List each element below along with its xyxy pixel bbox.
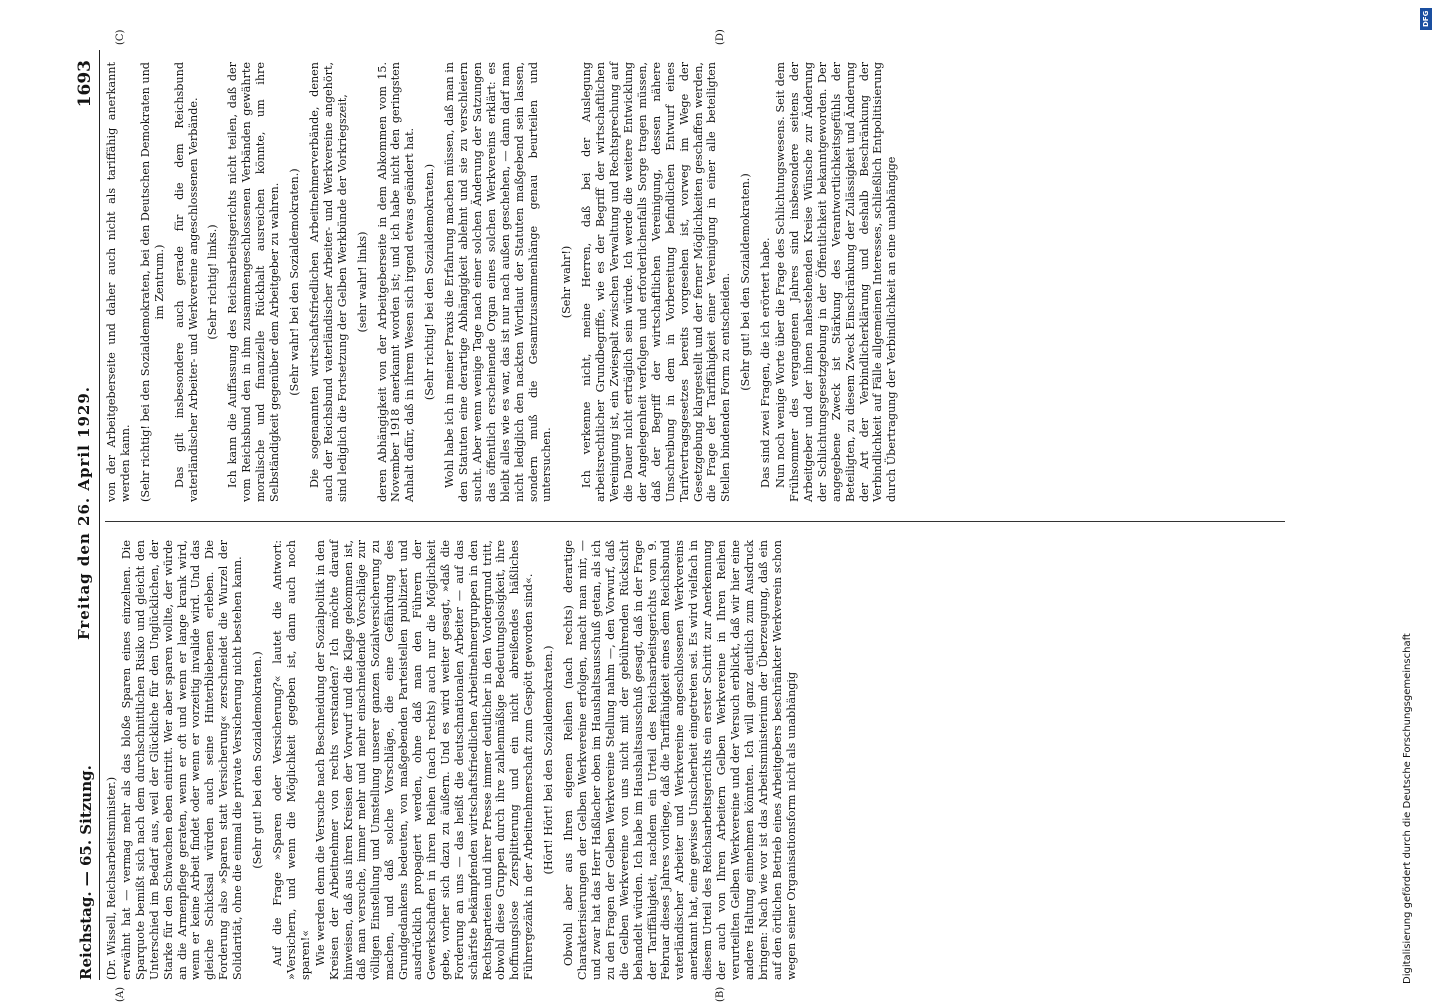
interjection: (Sehr richtig! bei den Sozialdemokraten, bei den Deutschen Demokraten und im Zentrum.)	[138, 62, 166, 502]
margin-marker-c: (C)	[115, 29, 126, 45]
header-rule	[99, 50, 100, 980]
paragraph: deren Abhängigkeit von der Arbeitgeberseite in dem Abkommen vom 15. November 1918 anerkannt worden ist; und ich habe nicht den geringsten Anhalt dafür, daß in ihrem Wesen sich irgend etwas geändert hat.	[375, 62, 417, 502]
paragraph: erwähnt hat — vermag mehr als das bloße Sparen eines einzelnen. Die Sparquote bemißt sich nach dem durchschnittlichen Risiko und gleicht den Unterschied im Bedarf aus, weil der Glückliche für den Unglücklichen, der Starke für den Schwachen eben eintritt. Wer aber sparen wollte, der würde an die Armenpflege geraten, wenn er oft und wenn er lange krank wird, wenn er keine Arbeit findet oder wenn er vorzeitig invalide wird. Und das gleiche Schicksal würden auch seine Hinterbliebenen erleben. Die Forderung also »Sparen statt Versicherung« zerschneidet die Wurzel der Solidarität, ohne die einmal die private Versicherung nicht bestehen kann.	[119, 540, 245, 980]
interjection: (Sehr wahr! bei den Sozialdemokraten.)	[287, 168, 301, 396]
interjection: (Sehr wahr!)	[560, 245, 574, 319]
speaker-line: (Dr. Wissell, Reichsarbeitsminister.)	[105, 776, 118, 980]
newspaper-sheet	[75, 29, 1305, 1002]
left-column	[105, 540, 800, 980]
page-number: 1693	[75, 60, 95, 108]
interjection: (Sehr gut! bei den Sozialdemokraten.)	[739, 173, 753, 391]
paragraph: Das gilt insbesondere auch gerade für die dem Reichsbund vaterländischer Arbeiter- und Werkvereine angeschlossenen Verbände.	[172, 62, 200, 502]
right-column	[105, 62, 900, 502]
paragraph: Wohl habe ich in meiner Praxis die Erfahrung machen müssen, daß man in den Statuten eine derartige Abhängigkeit ablehnt und sie zu verschleiern sucht. Aber wenn wenige Tage nach einer solchen Änderung der Satzungen das öffentlich erscheinende Organ eines solchen Werkvereins erklärt: es bleibt alles wie es war, das ist nur nach außen geschehen, — dann darf man nicht lediglich den nackten Wortlaut der Statuten maßgebend sein lassen, sondern muß die Gesamtzusammenhänge genau beurteilen und untersuchen.	[443, 62, 554, 502]
header-date: Freitag den 26. April 1929.	[75, 386, 93, 640]
digitization-attribution: Digitalisierung gefördert durch die Deutsche Forschungsgemeinschaft	[1402, 633, 1413, 984]
column-divider	[105, 521, 1285, 522]
paragraph: Ich verkenne nicht, meine Herren, daß bei der Auslegung arbeitsrechtlicher Grundbegriffe, wie es der Begriff der wirtschaftlichen Vereinigung ist, ein Zwiespalt zwischen Verwaltung und Rechtsprechung auf die Dauer nicht erträglich sein würde. Ich werde die weitere Entwicklung der Angelegenheit verfolgen und erforderlichenfalls Sorge tragen müssen, daß der Begriff der wirtschaftlichen Vereinigung, dessen nähere Umschreibung in dem in Vorbereitung befindlichen Entwurf eines Tarifvertragsgesetzes bereits vorgesehen ist, vorweg im Wege der Gesetzgebung klargestellt und der ferner Möglichkeiten geschaffen werden, die Frage der Tariffähigkeit einer Vereinigung in einer alle beteiligten Stellen bindenden Form zu entscheiden.	[580, 62, 733, 502]
paragraph: Ich kann die Auffassung des Reichsarbeitsgerichts nicht teilen, daß der vom Reichsbund den in ihm zusammengeschlossenen Verbänden gewährte moralische und finanzielle Rückhalt ausreichen könnte, um ihre Selbständigkeit gegenüber dem Arbeitgeber zu wahren.	[226, 62, 282, 502]
paragraph: Obwohl aber aus Ihren eigenen Reihen (nach rechts) derartige Charakterisierungen der Gelben Werkvereine erfolgen, macht man mir, — und zwar hat das Herr Haßlacher oben im Haushaltsausschuß getan, als ich zu den Fragen der Gelben Werkvereine Stellung nahm —, den Vorwurf, daß die Gelben Werkvereine von uns nicht mit der gebührenden Rücksicht behandelt würden. Ich habe im Haushaltsausschuß gesagt, daß in der Frage der Tariffähigkeit, nachdem ein Urteil des Reichsarbeitsgerichts vom 9. Februar dieses Jahres vorliege, daß die Tariffähigkeit eines dem Reichsbund vaterländischer Arbeiter und Werkvereine angeschlossenen Werkvereins anerkannt hat, eine gewisse Unsicherheit eingetreten sei. Es wird vielfach in diesem Urteil des Reichsarbeitsgerichts ein erster Schritt zur Anerkennung der auch von Ihren Arbeitern Gelben Werkvereine in Ihren Reihen verurteilten Gelben Werkvereine und der Versuch erblickt, daß wir hier eine andere Haltung einnehmen könnten. Ich will ganz deutlich zum Ausdruck bringen: Nach wie vor ist das Arbeitsministerium der Überzeugung, daß ein auf den örtlichen Betrieb eines Arbeitgebers beschränkter Werkverein schon wegen seiner Organisationsform nicht als unabhängig	[562, 540, 798, 980]
paragraph: Nun noch wenige Worte über die Frage des Schlichtungswesens. Seit dem Frühsommer des vergangenen Jahres sind insbesondere seitens der Arbeitgeber und der ihnen nahestehenden Kreise Wünsche zur Änderung der Schlichtungsgesetzgebung in der Öffentlichkeit bekanntgeworden. Der angegebene Zweck ist Stärkung des Verantwortlichkeitsgefühls der Beteiligten, zu diesem Zweck Einschränkung der Zulässigkeit und Änderung der Art der Verbindlicherklärung und deshalb Beschränkung der Verbindlichkeit auf Fälle allgemeinen Interesses, schließlich Entpolitisierung durch Übertragung der Verbindlichkeit an eine unabhängige	[774, 62, 899, 502]
interjection: (sehr wahr! links)	[355, 231, 369, 333]
header-left: Reichstag. — 65. Sitzung.	[77, 765, 95, 980]
paragraph: Die sogenannten wirtschaftsfriedlichen Arbeitnehmerverbände, denen auch der Reichsbund vaterländischer Arbeiter- und Werkvereine angehört, sind lediglich die Fortsetzung der Gelben Werkbünde der Vorkriegszeit,	[307, 62, 349, 502]
paragraph: von der Arbeitgeberseite und daher auch nicht als tariffähig anerkannt werden kann.	[105, 62, 132, 502]
paragraph: Wie werden denn die Versuche nach Beschneidung der Sozialpolitik in den Kreisen der Arbeitnehmer von rechts verstanden? Ich möchte darauf hinweisen, daß aus ihren Kreisen der Vorwurf und die Klage gekommen ist, daß man versuche, immer mehr und mehr einschneidende Vorschläge zur völligen Einstellung und Umstellung unserer ganzen Sozialversicherung zu machen, und daß solche Vorschläge, die eine Gefährdung des Grundgedankens bedeuten, von maßgebenden Parteistellen publiziert und ausdrücklich propagiert werden, ohne daß man den Führern der Gewerkschaften in ihren Reihen (nach rechts) auch nur die Möglichkeit gebe, vorher sich dazu zu äußern. Und es wird weiter gesagt, »daß die Forderung an uns — das heißt die deutschnationalen Arbeiter — auf das schärfste bekämpfenden wirtschaftsfriedlichen Arbeitnehmergruppen in den Rechtsparteien und ihrer Presse immer deutlicher in den Vordergrund tritt, obwohl diese Gruppen durch ihre zahlenmäßige Bedeutungslosigkeit, ihre hoffnungslose Zersplitterung und ein nicht abreißendes häßliches Führergezänk in der Arbeitnehmerschaft zum Gespött geworden sind«.	[313, 540, 536, 980]
interjection: (Sehr richtig! links.)	[206, 224, 220, 340]
dfg-logo: DFG	[1420, 8, 1432, 30]
margin-marker-a: (A)	[115, 986, 126, 1002]
paragraph: Das sind zwei Fragen, die ich erörtert habe.	[759, 237, 773, 488]
interjection: (Sehr richtig! bei den Sozialdemokraten.)	[423, 163, 437, 401]
interjection: (Sehr gut! bei den Sozialdemokraten.)	[251, 651, 265, 869]
page-header	[75, 50, 97, 980]
paragraph: Auf die Frage »Sparen oder Versicherung?« lautet die Antwort: »Versichern, und wenn die Möglichkeit gegeben ist, dann auch noch sparen!«	[270, 540, 312, 980]
interjection: (Hört! Hört! bei den Sozialdemokraten.)	[542, 645, 556, 875]
margin-marker-d: (D)	[715, 29, 726, 45]
rotated-page	[75, 0, 1305, 1002]
margin-marker-b: (B)	[715, 986, 726, 1002]
